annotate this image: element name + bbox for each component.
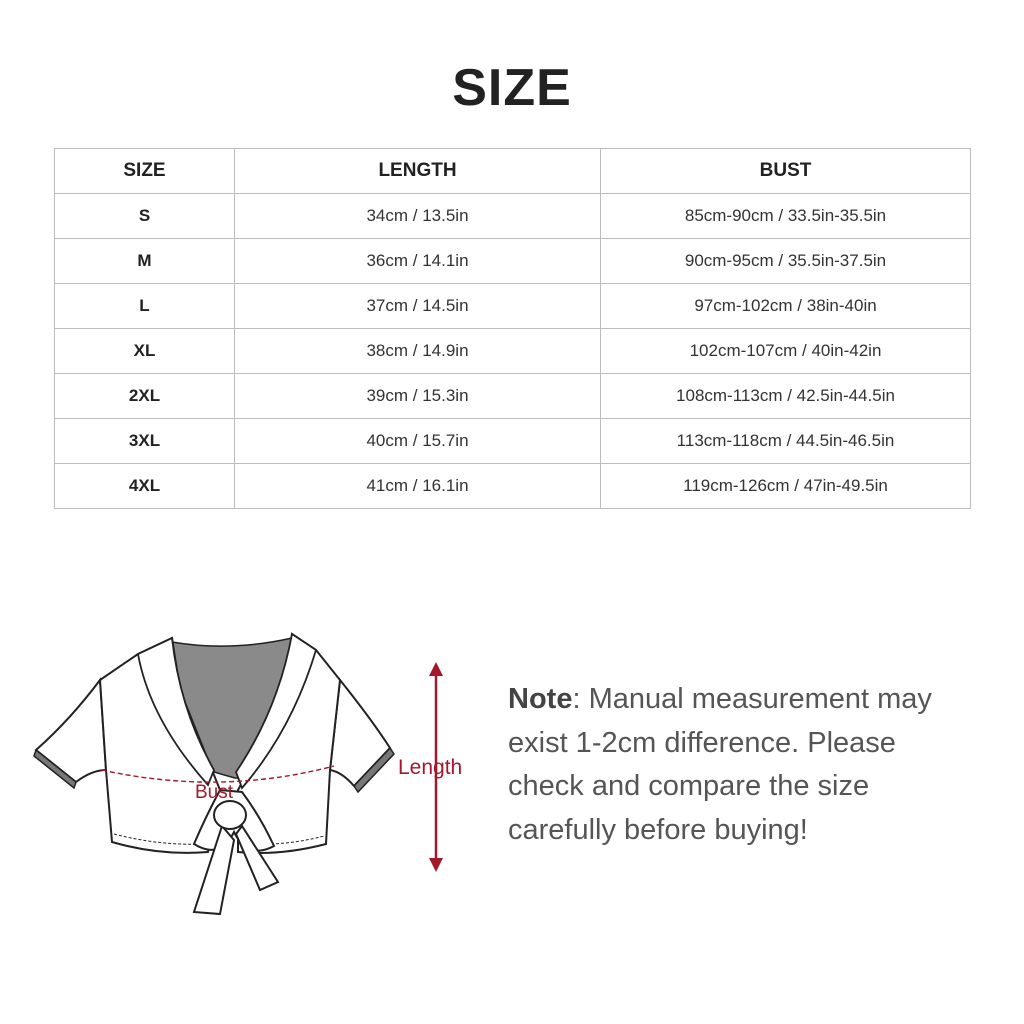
- length-cell: 39cm / 15.3in: [235, 374, 601, 419]
- page-title: SIZE: [452, 59, 572, 117]
- length-cell: 40cm / 15.7in: [235, 419, 601, 464]
- table-row: [55, 374, 971, 419]
- bust-cell: 113cm-118cm / 44.5in-46.5in: [601, 419, 971, 464]
- bust-label: Bust: [195, 782, 234, 803]
- length-cell: 34cm / 13.5in: [235, 194, 601, 239]
- arrow-up-icon: [429, 662, 443, 676]
- table-row: [55, 329, 971, 374]
- bust-cell: 102cm-107cm / 40in-42in: [601, 329, 971, 374]
- bust-cell: 108cm-113cm / 42.5in-44.5in: [601, 374, 971, 419]
- size-cell: 2XL: [55, 374, 235, 419]
- measurement-note: [508, 678, 978, 852]
- size-chart-table: [54, 148, 971, 509]
- garment-measurement-diagram: [30, 620, 490, 920]
- bust-cell: 85cm-90cm / 33.5in-35.5in: [601, 194, 971, 239]
- table-header-row: [55, 149, 971, 194]
- size-cell: XL: [55, 329, 235, 374]
- table-row: [55, 464, 971, 509]
- table-row: [55, 194, 971, 239]
- arrow-down-icon: [429, 858, 443, 872]
- bust-cell: 90cm-95cm / 35.5in-37.5in: [601, 239, 971, 284]
- column-header-bust: BUST: [601, 149, 971, 194]
- table-row: [55, 419, 971, 464]
- column-header-length: LENGTH: [235, 149, 601, 194]
- length-cell: 38cm / 14.9in: [235, 329, 601, 374]
- length-cell: 37cm / 14.5in: [235, 284, 601, 329]
- length-label: Length: [398, 756, 463, 779]
- tie-front-crop-top-illustration: [30, 620, 490, 920]
- size-cell: L: [55, 284, 235, 329]
- bust-cell: 119cm-126cm / 47in-49.5in: [601, 464, 971, 509]
- size-cell: M: [55, 239, 235, 284]
- size-cell: S: [55, 194, 235, 239]
- table-row: [55, 284, 971, 329]
- size-cell: 4XL: [55, 464, 235, 509]
- size-cell: 3XL: [55, 419, 235, 464]
- note-label: Note: [508, 683, 573, 715]
- length-cell: 41cm / 16.1in: [235, 464, 601, 509]
- length-cell: 36cm / 14.1in: [235, 239, 601, 284]
- table-row: [55, 239, 971, 284]
- note-text: : Manual measurement may exist 1-2cm difference. Please check and compare the size carefully before buying!: [508, 683, 932, 846]
- column-header-size: SIZE: [55, 149, 235, 194]
- bust-cell: 97cm-102cm / 38in-40in: [601, 284, 971, 329]
